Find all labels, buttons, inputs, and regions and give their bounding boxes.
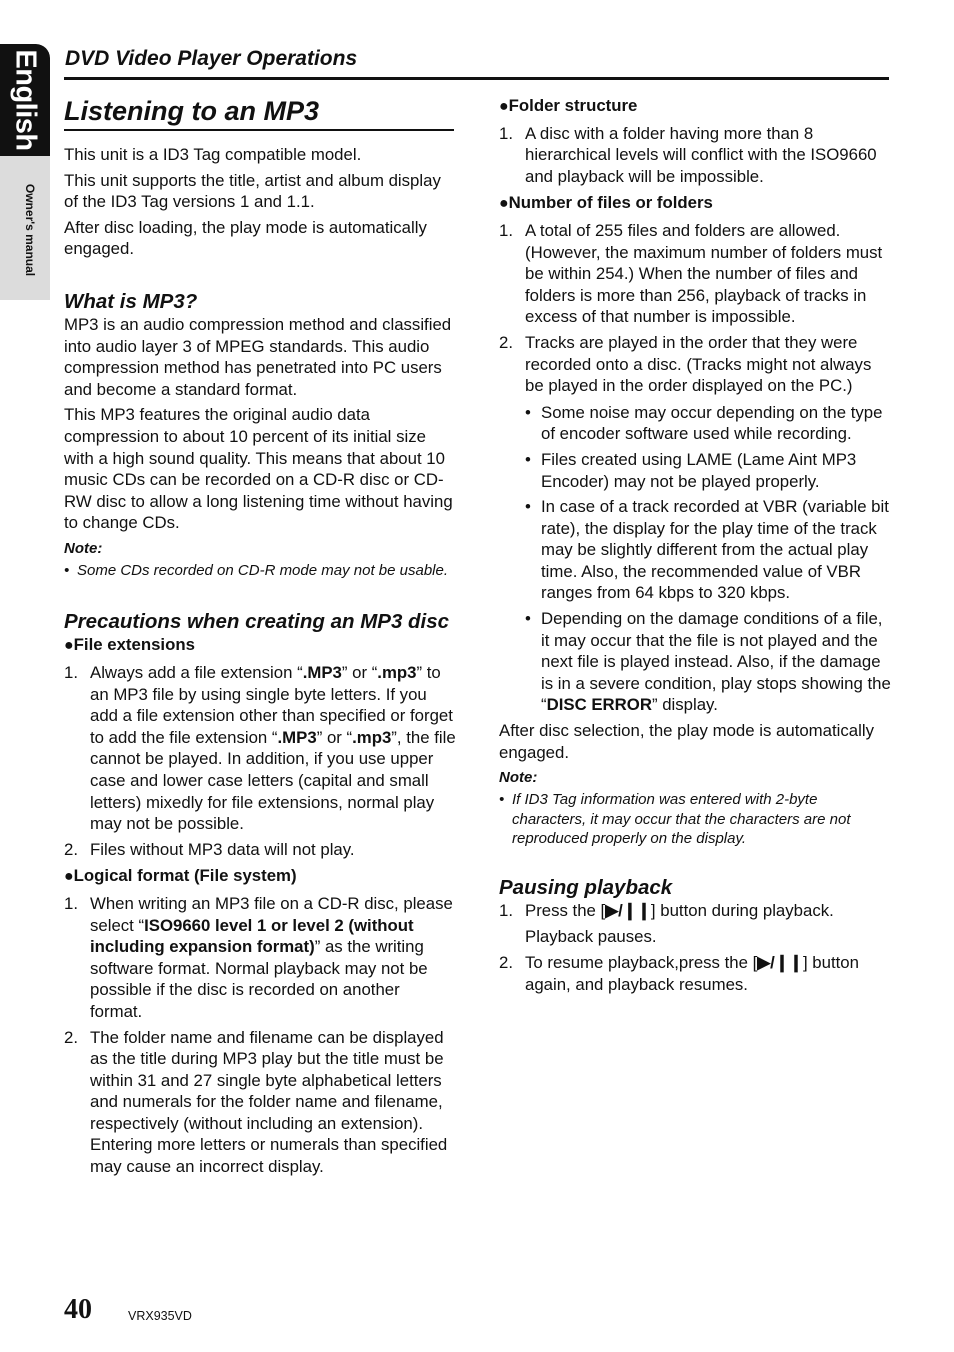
note-text: • If ID3 Tag information was entered with 2-byte characters, it may occur that the characters are not reproduced properly on the display.	[499, 791, 851, 848]
after-selection-paragraph: After disc selection, the play mode is automatically engaged.	[499, 721, 874, 762]
list-item: 1. When writing an MP3 file on a CD-R disc, please select “ISO9660 level 1 or level 2 (without including expansion format)” as the writing software format. Normal playback may not be possible if the disc is recorded on another format.	[64, 893, 453, 1021]
list-item: 1. Press the [▶/❙❙] button during playback. Playback pauses.	[499, 900, 891, 948]
bullet-dot-icon: ●	[499, 98, 509, 115]
file-extensions-heading: ●File extensions	[64, 635, 195, 655]
what-mp3-paragraph: This MP3 features the original audio data compression to about 10 percent of its initial size with a high sound quality. This means that about 10 music CDs can be recorded on a CD-R disc or CD-RW disc to allow a long listening time without having to change CDs.	[64, 405, 453, 533]
note-text: • Some CDs recorded on CD-R mode may not be usable.	[64, 561, 449, 579]
pausing-heading: Pausing playback	[499, 875, 673, 899]
bullet-dot-icon: ●	[64, 868, 74, 886]
running-title: DVD Video Player Operations	[65, 47, 358, 70]
what-mp3-heading: What is MP3?	[64, 289, 198, 313]
what-mp3-paragraph: MP3 is an audio compression method and classified into audio layer 3 of MPEG standards. This audio compression method has penetrated into PC users and become a standard format.	[64, 314, 452, 399]
logical-format-list	[64, 893, 456, 1178]
play-pause-icon: ▶/❙❙	[605, 900, 651, 920]
side-manual-label: Owner's manual	[23, 183, 37, 277]
playback-pauses-text: Playback pauses.	[525, 927, 657, 947]
side-language-label: English	[9, 49, 42, 151]
list-item: 2. The folder name and filename can be displayed as the title during MP3 play but the title must be within 31 and 27 single byte alphabetical letters and numerals for the folder name and filename, respectively (without including an extension). Entering more letters or numerals than specified may cause an incorrect display.	[64, 1027, 448, 1177]
bullet-dot-icon: ●	[499, 195, 509, 213]
number-of-files-list	[499, 220, 891, 397]
intro-paragraph: This unit is a ID3 Tag compatible model.	[64, 145, 362, 164]
model-number: VRX935VD	[128, 1309, 192, 1323]
list-item: 2. To resume playback,press the [▶/❙❙] button again, and playback resumes.	[499, 952, 859, 994]
folder-structure-heading: ●Folder structure	[499, 96, 638, 115]
logical-format-heading: ●Logical format (File system)	[64, 866, 297, 886]
number-of-files-heading: ●Number of files or folders	[499, 193, 713, 213]
right-column	[499, 95, 891, 995]
page-title: Listening to an MP3	[64, 95, 454, 131]
list-item: 1. A total of 255 files and folders are allowed. (However, the maximum number of folders must be within 254.) When the number of files and folders is more than 256, playback of tracks in excess of that number is impossible.	[499, 220, 883, 327]
header-rule	[64, 77, 889, 80]
sublist-item: • Depending on the damage conditions of a file, it may occur that the file is not played and the next file is played instead. Also, if the damage is in a severe condition, play stops showing the “DISC ERROR” display.	[525, 609, 891, 715]
bullet-dot-icon: ●	[64, 637, 74, 655]
sublist-item: • Files created using LAME (Lame Aint MP3 Encoder) may not be played properly.	[525, 449, 857, 491]
intro-paragraph: This unit supports the title, artist and album display of the ID3 Tag versions 1 and 1.1.	[64, 170, 441, 212]
page-number: 40	[64, 1294, 92, 1325]
list-item: 2. Tracks are played in the order that they were recorded onto a disc. (Tracks might not always be played in the order displayed on the PC.)	[499, 332, 872, 396]
side-language-tab	[0, 44, 50, 300]
list-item: 2. Files without MP3 data will not play.	[64, 839, 355, 859]
intro-paragraph: After disc loading, the play mode is automatically engaged.	[64, 217, 427, 259]
pausing-list	[499, 900, 891, 995]
precautions-heading: Precautions when creating an MP3 disc	[64, 610, 450, 634]
notes-sublist	[499, 402, 891, 716]
sublist-item: • In case of a track recorded at VBR (variable bit rate), the display for the play time of the track may be slightly different from the actual play time. Also, the recommended value of VBR ranges from 64 kbps to 320 kbps.	[525, 497, 889, 603]
sublist-item: • Some noise may occur depending on the type of encoder software used while recording.	[525, 402, 883, 444]
list-item: 1. A disc with a folder having more than 8 hierarchical levels will conflict with the ISO9660 and playback will be impossible.	[499, 123, 877, 186]
left-column	[64, 95, 456, 1178]
note-label: Note:	[64, 539, 103, 557]
list-item: 1. Always add a file extension “.MP3” or “.mp3” to an MP3 file by using single byte letters. If you add a file extension other than specified or forget to add the file extension “.MP3” or “.mp3”, the file cannot be played. In addition, if you use upper case and lower case letters (capital and small letters) mixedly for file extensions, normal play may not be possible.	[64, 663, 456, 834]
folder-structure-list	[499, 123, 891, 188]
file-extensions-list	[64, 662, 456, 860]
note-label: Note:	[499, 769, 538, 787]
play-pause-icon: ▶/❙❙	[757, 952, 803, 972]
